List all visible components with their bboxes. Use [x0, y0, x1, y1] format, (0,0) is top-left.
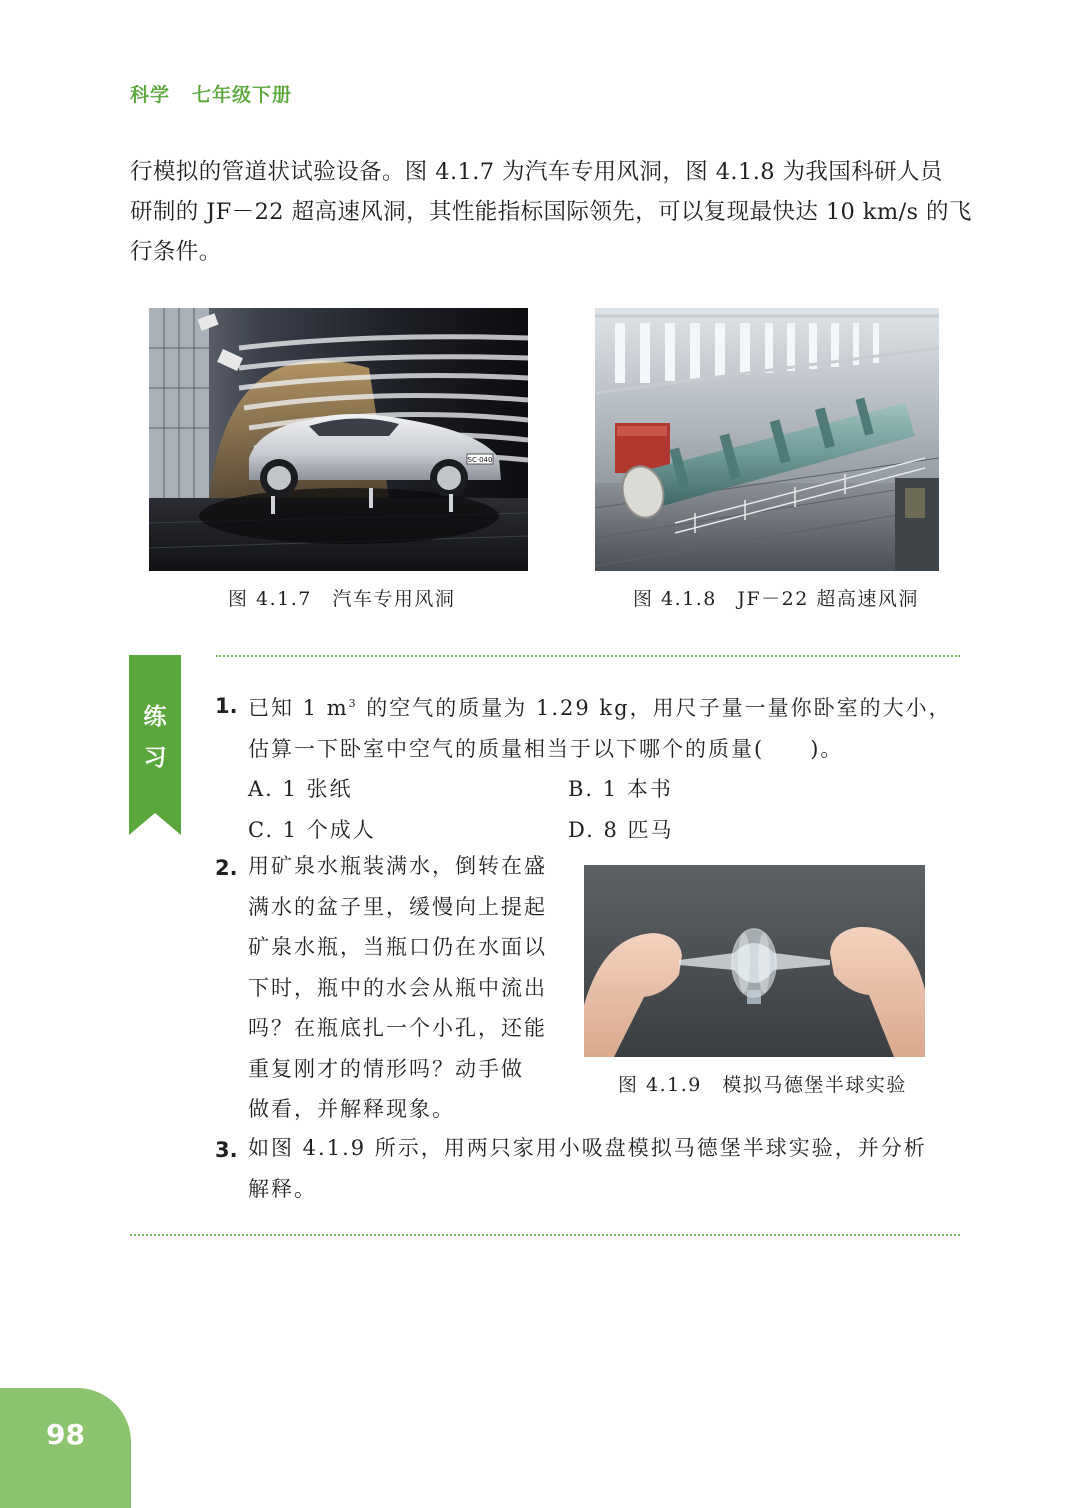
- exercise-tab-char: 练: [143, 704, 167, 730]
- suction-cup-experiment-photo: [584, 865, 925, 1057]
- question-2-line: 重复刚才的情形吗？动手做: [248, 1056, 524, 1081]
- question-1-line-2: 估算一下卧室中空气的质量相当于以下哪个的质量( )。: [248, 737, 844, 761]
- figure-caption-4-1-9: 图 4.1.9 模拟马德堡半球实验: [618, 1074, 907, 1096]
- figure-caption-4-1-8: 图 4.1.8 JF－22 超高速风洞: [633, 588, 919, 610]
- option-d: D. 8 匹马: [568, 818, 674, 842]
- question-number: 3.: [215, 1138, 238, 1162]
- question-2-line: 下时，瓶中的水会从瓶中流出: [248, 975, 547, 1000]
- question-number: 1.: [215, 694, 238, 718]
- option-c: C. 1 个成人: [248, 818, 376, 842]
- superscript: 3: [348, 697, 358, 710]
- option-a: A. 1 张纸: [248, 777, 353, 801]
- figure-caption-4-1-7: 图 4.1.7 汽车专用风洞: [228, 588, 456, 610]
- question-3-text: [248, 1128, 927, 1209]
- body-paragraph: [130, 152, 972, 272]
- question-3-line: 解释。: [248, 1176, 317, 1201]
- running-header: [130, 80, 292, 107]
- exercise-top-divider: [216, 655, 960, 657]
- question-2-line: 用矿泉水瓶装满水，倒转在盛: [248, 854, 547, 878]
- car-wind-tunnel-photo: [149, 308, 528, 571]
- header-subject: 科学: [130, 84, 171, 106]
- question-2-line: 满水的盆子里，缓慢向上提起: [248, 894, 547, 919]
- exercise-tab-char: 习: [143, 745, 167, 771]
- paragraph-line: 行条件。: [130, 239, 222, 265]
- exercise-bottom-divider: [130, 1234, 960, 1236]
- question-1-text: 已知 1 m: [248, 696, 349, 720]
- question-2-line: 吗？在瓶底扎一个小孔，还能: [248, 1016, 547, 1040]
- question-2-line: 做看，并解释现象。: [248, 1097, 455, 1121]
- header-grade: 七年级下册: [192, 84, 293, 106]
- question-1-line-1: [248, 692, 952, 722]
- question-2-text: [248, 846, 547, 1130]
- paragraph-line: 行模拟的管道状试验设备。图 4.1.7 为汽车专用风洞，图 4.1.8 为我国科研人员: [130, 159, 943, 185]
- question-1-text: 的空气的质量为 1.29 kg，用尺子量一量你卧室的大小，: [357, 696, 952, 720]
- jf22-wind-tunnel-photo: [595, 308, 939, 571]
- question-number: 2.: [215, 856, 238, 880]
- paragraph-line: 研制的 JF－22 超高速风洞，其性能指标国际领先，可以复现最快达 10 km/s 的飞: [130, 199, 972, 225]
- question-2-line: 矿泉水瓶，当瓶口仍在水面以: [248, 935, 547, 959]
- license-plate: SC·040: [467, 456, 493, 464]
- page-number: 98: [46, 1418, 85, 1451]
- question-3-line: 如图 4.1.9 所示，用两只家用小吸盘模拟马德堡半球实验，并分析: [248, 1136, 927, 1160]
- option-b: B. 1 本书: [568, 777, 673, 801]
